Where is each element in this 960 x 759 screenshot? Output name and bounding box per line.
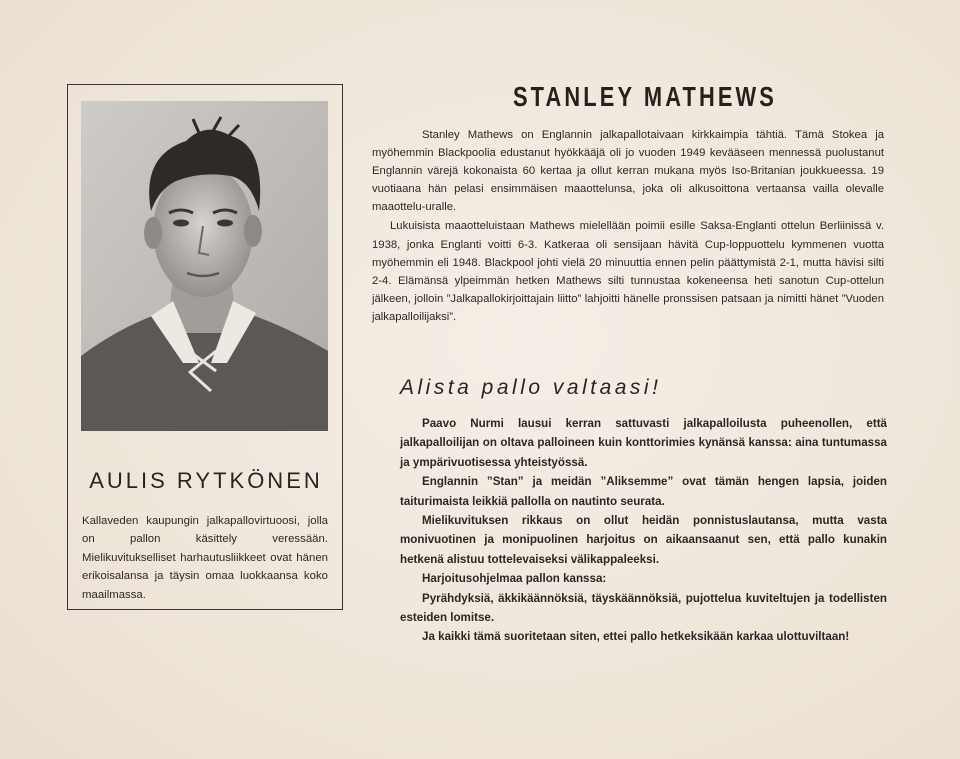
article-paragraph: Lukuisista maaotteluistaan Mathews mielellään poimii esille Saksa-Englanti ottelun Berliinissä v. 1938, jonka Englanti voitti 6-3. Katkeraa oli sensijaan hävitä Cup-loppuottelu kymmenen vuotta myöhemmin eli 1948. Blackpool johti vielä 20 minuuttia ennen pelin päättymistä 2-1, mutta hävisi silti 2-4. Elämänsä ylpeimmän hetken Mathews silti tunnustaa kokeneensa heti sanotun Cup-ottelun jälkeen, jolloin ”Jalkapallokirjoittajain liitto” lahjoitti hänelle pronssisen patsaan ja nimitti hänet ”Vuoden jalkapalloilijaksi”. <box>372 220 884 323</box>
training-paragraph: Pyrähdyksiä, äkkikäännöksiä, täyskäännöksiä, pujottelua kuviteltujen ja todellisten esteiden lomitse. <box>400 591 887 625</box>
player-photo <box>81 101 328 431</box>
training-paragraph: Ja kaikki tämä suoritetaan siten, ettei pallo hetkeksikään karkaa ulottuviltaan! <box>422 630 850 644</box>
training-paragraph: Harjoitusohjelmaa pallon kanssa: <box>422 572 607 586</box>
training-paragraph: Paavo Nurmi lausui kerran sattuvasti jalkapalloilusta puheenollen, että jalkapalloilijan on oltava palloineen kuin konttorimies kynänsä kanssa: aina tuntumassa ja ympärivuotisessa yhteistyössä. <box>400 417 887 469</box>
training-body <box>400 414 887 647</box>
player-name: AULIS RYTKÖNEN <box>89 468 323 493</box>
player-profile-box <box>67 84 343 610</box>
training-paragraph: Englannin ”Stan” ja meidän ”Aliksemme” ovat tämän hengen lapsia, joiden taiturimaista leikkiä pallolla on nautinto seurata. <box>400 475 887 508</box>
player-description: Kallaveden kaupungin jalkapallovirtuoosi, jolla on pallon käsittely veressään. Mielikuvitukselliset harhautusliikkeet ovat hänen erikoisalansa ja täysin omaa luokkaansa koko maailmassa. <box>82 515 328 601</box>
article-title: STANLEY MATHEWS <box>512 81 777 112</box>
training-paragraph: Mielikuvituksen rikkaus on ollut heidän ponnistuslautansa, mutta vasta monivuotinen ja monipuolinen harjoitus on aikaansaanut sen, että pallo kunakin hetkenä alistuu tottelevaiseksi välikappaleeksi. <box>400 514 887 566</box>
article-body <box>372 126 884 327</box>
training-heading: Alista pallo valtaasi! <box>400 376 662 399</box>
article-paragraph: Stanley Mathews on Englannin jalkapallotaivaan kirkkaimpia tähtiä. Tämä Stokea ja myöhemmin Blackpoolia edustanut hyökkääjä oli jo vuoden 1949 kevääseen mennessä puolustanut Englannin värejä kokonaista 60 kertaa ja ollut kerran mukana myös Iso-Britanian joukkueessa. 19 vuotiaana hän pelasi ensimmäisen maaottelunsa, joka oli alkusoittona vertaansa vailla olevalle maaottelu-uralle. <box>372 129 884 214</box>
